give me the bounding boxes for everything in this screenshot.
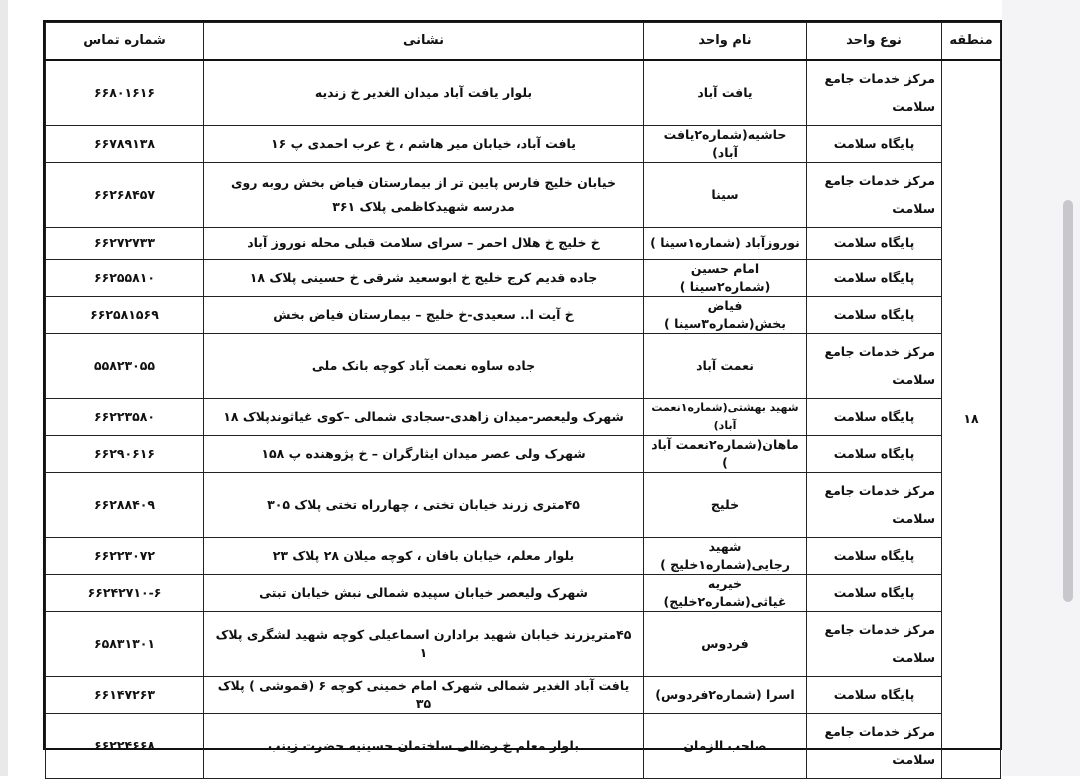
table-row — [46, 676, 1001, 713]
unit-type-cell: پایگاه سلامت — [807, 259, 942, 296]
unit-name-cell: شهید بهشتی(شماره۱نعمت آباد) — [644, 398, 807, 435]
header-phone: شماره تماس — [46, 23, 204, 61]
unit-type-cell: مرکز خدمات جامع سلامت — [807, 713, 942, 778]
phone-cell: ۶۶۱۴۷۲۶۳ — [46, 676, 204, 713]
unit-type-cell: پایگاه سلامت — [807, 537, 942, 574]
unit-name-cell: امام حسین (شماره۲سینا ) — [644, 259, 807, 296]
address-cell: خ خلیج خ هلال احمر – سرای سلامت قبلی محله نوروز آباد — [204, 227, 644, 259]
table-row — [46, 398, 1001, 435]
unit-name-cell: حاشیه(شماره۲یافت آباد) — [644, 125, 807, 162]
unit-type-cell: پایگاه سلامت — [807, 296, 942, 333]
phone-cell: ۶۶۲۶۸۴۵۷ — [46, 162, 204, 227]
phone-cell: ۶۶۲۷۲۷۳۳ — [46, 227, 204, 259]
unit-name-cell: یافت آباد — [644, 60, 807, 125]
unit-type-cell: مرکز خدمات جامع سلامت — [807, 333, 942, 398]
address-cell: شهرک ولیعصر خیابان سپیده شمالی نبش خیابان تبتی — [204, 574, 644, 611]
unit-type-cell: مرکز خدمات جامع سلامت — [807, 60, 942, 125]
unit-name-cell: صاحب الزمان — [644, 713, 807, 778]
phone-cell: ۶۶۲۲۳۵۸۰ — [46, 398, 204, 435]
header-unit-name: نام واحد — [644, 23, 807, 61]
table-row — [46, 435, 1001, 472]
unit-name-cell: اسرا (شماره۲فردوس) — [644, 676, 807, 713]
unit-type-cell: پایگاه سلامت — [807, 435, 942, 472]
unit-name-cell: شهید رجایی(شماره۱خلیج ) — [644, 537, 807, 574]
table-row — [46, 713, 1001, 778]
table-row — [46, 60, 1001, 125]
table-row — [46, 472, 1001, 537]
unit-name-cell: فردوس — [644, 611, 807, 676]
address-cell: بلوار معلم خ رضالی ساختمان حسینیه حضرت زینب — [204, 713, 644, 778]
unit-name-cell: خلیج — [644, 472, 807, 537]
health-centers-table-frame — [43, 20, 1002, 767]
header-region: منطقه — [942, 23, 1001, 61]
unit-name-cell: خیریه غیاثی(شماره۲خلیج) — [644, 574, 807, 611]
address-cell: شهرک ولی عصر میدان ایثارگران – خ پژوهنده پ ۱۵۸ — [204, 435, 644, 472]
address-cell: شهرک ولیعصر-میدان زاهدی-سجادی شمالی –کوی غیاثوندپلاک ۱۸ — [204, 398, 644, 435]
address-cell: بلوار معلم، خیابان بافان ، کوچه میلان ۲۸ پلاک ۲۳ — [204, 537, 644, 574]
address-cell: ۴۵متری زرند خیابان تختی ، چهارراه تختی پلاک ۳۰۵ — [204, 472, 644, 537]
unit-name-cell: نعمت آباد — [644, 333, 807, 398]
phone-cell: ۶۵۸۳۱۳۰۱ — [46, 611, 204, 676]
vertical-scrollbar-thumb[interactable] — [1063, 200, 1073, 602]
region-cell: ۱۸ — [942, 60, 1001, 778]
table-row — [46, 125, 1001, 162]
phone-cell: ۶۶۸۰۱۶۱۶ — [46, 60, 204, 125]
unit-type-cell: مرکز خدمات جامع سلامت — [807, 472, 942, 537]
address-cell: خ آیت ا.. سعیدی-خ خلیج – بیمارستان فیاض بخش — [204, 296, 644, 333]
address-cell: جاده قدیم کرج خلیج خ ابوسعید شرقی خ حسینی پلاک ۱۸ — [204, 259, 644, 296]
phone-cell: ۶۶۲۲۴۶۶۸ — [46, 713, 204, 778]
header-address: نشانی — [204, 23, 644, 61]
unit-name-cell: ماهان(شماره۲نعمت آباد ) — [644, 435, 807, 472]
unit-name-cell: فیاض بخش(شماره۳سینا ) — [644, 296, 807, 333]
unit-name-cell: نوروزآباد (شماره۱سینا ) — [644, 227, 807, 259]
phone-cell: ۶۶۷۸۹۱۳۸ — [46, 125, 204, 162]
address-cell: خیابان خلیج فارس پایین تر از بیمارستان فیاض بخش روبه روی مدرسه شهیدکاظمی پلاک ۳۶۱ — [204, 162, 644, 227]
address-cell: جاده ساوه نعمت آباد کوچه بانک ملی — [204, 333, 644, 398]
phone-cell: ۵۵۸۲۳۰۵۵ — [46, 333, 204, 398]
table-row — [46, 611, 1001, 676]
address-cell: یافت آباد الغدیر شمالی شهرک امام خمینی کوچه ۶ (قموشی ) پلاک ۳۵ — [204, 676, 644, 713]
unit-type-cell: پایگاه سلامت — [807, 574, 942, 611]
unit-type-cell: پایگاه سلامت — [807, 398, 942, 435]
table-row — [46, 574, 1001, 611]
address-cell: ۴۵متریزرند خیابان شهید برادارن اسماعیلی کوچه شهید لشگری پلاک ۱ — [204, 611, 644, 676]
table-row — [46, 259, 1001, 296]
table-row — [46, 162, 1001, 227]
table-row — [46, 296, 1001, 333]
table-row — [46, 537, 1001, 574]
header-unit-type: نوع واحد — [807, 23, 942, 61]
health-centers-table — [45, 22, 1001, 779]
unit-type-cell: پایگاه سلامت — [807, 227, 942, 259]
phone-cell: ۶۶۲۵۸۱۵۶۹ — [46, 296, 204, 333]
unit-name-cell: سینا — [644, 162, 807, 227]
phone-cell: ۶۶۲۴۲۷۱۰-۶ — [46, 574, 204, 611]
table-row — [46, 333, 1001, 398]
unit-type-cell: پایگاه سلامت — [807, 125, 942, 162]
phone-cell: ۶۶۲۵۵۸۱۰ — [46, 259, 204, 296]
address-cell: بلوار یافت آباد میدان الغدیر خ زندیه — [204, 60, 644, 125]
unit-type-cell: مرکز خدمات جامع سلامت — [807, 162, 942, 227]
phone-cell: ۶۶۲۸۸۴۰۹ — [46, 472, 204, 537]
phone-cell: ۶۶۲۲۳۰۷۲ — [46, 537, 204, 574]
address-cell: یافت آباد، خیابان میر هاشم ، خ عرب احمدی پ ۱۶ — [204, 125, 644, 162]
table-row — [46, 227, 1001, 259]
unit-type-cell: پایگاه سلامت — [807, 676, 942, 713]
phone-cell: ۶۶۲۹۰۶۱۶ — [46, 435, 204, 472]
table-header-row — [46, 23, 1001, 61]
left-margin — [0, 0, 8, 776]
unit-type-cell: مرکز خدمات جامع سلامت — [807, 611, 942, 676]
